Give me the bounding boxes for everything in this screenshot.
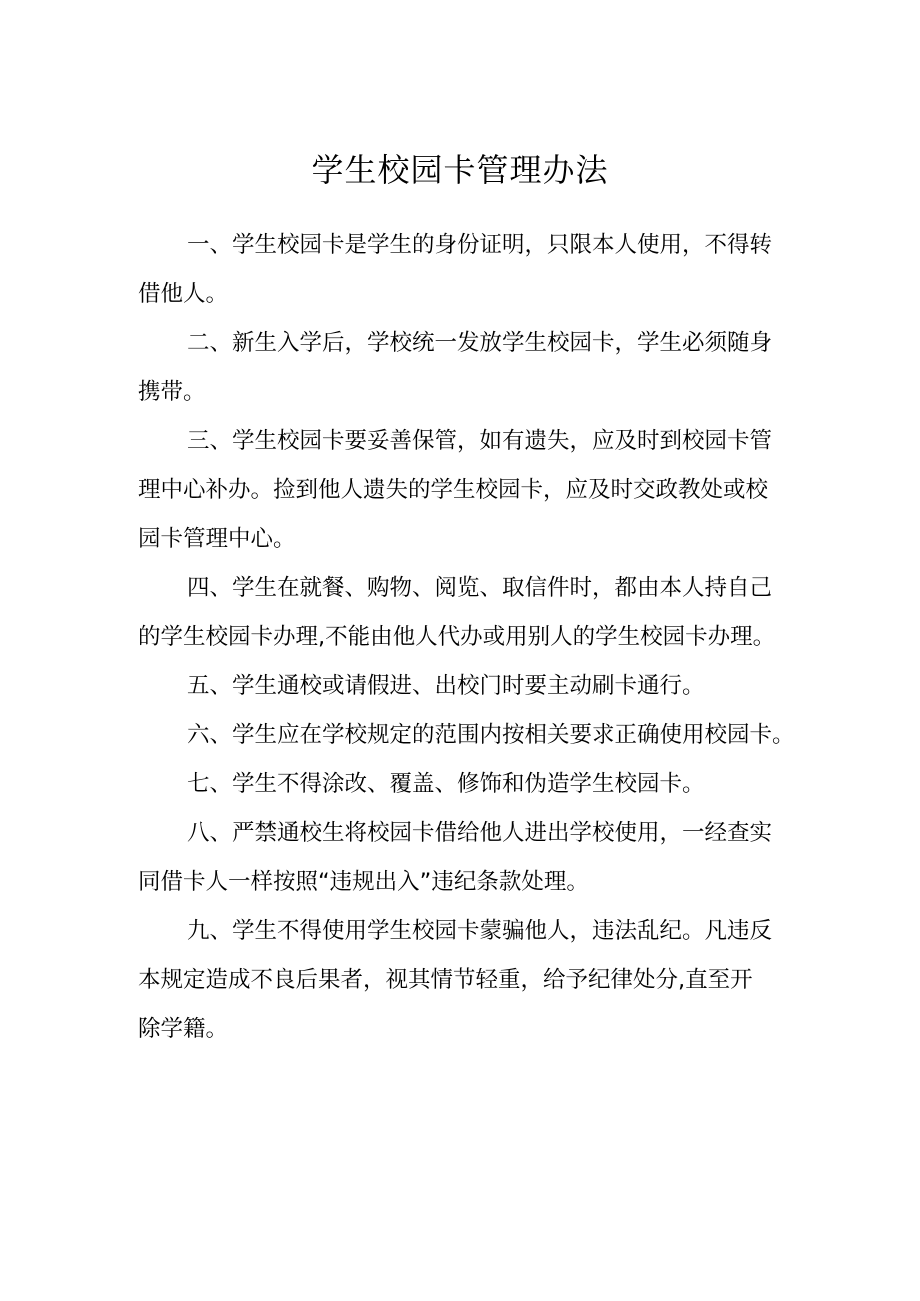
paragraph-line: 七、学生不得涂改、覆盖、修饰和伪造学生校园卡。 [187,771,705,797]
paragraph-line: 本规定造成不良后果者，视其情节轻重，给予纪律处分,直至开 [138,967,753,993]
paragraph-line: 除学籍。 [138,1016,229,1042]
paragraph-line: 园卡管理中心。 [138,526,296,552]
document-title: 学生校园卡管理办法 [311,151,609,189]
paragraph-7 [138,760,788,809]
paragraph-line: 理中心补办。捡到他人遗失的学生校园卡，应及时交政教处或校 [138,477,769,503]
paragraph-line: 八、严禁通校生将校园卡借给他人进出学校使用，一经查实 [187,820,773,846]
paragraph-6 [138,711,795,760]
paragraph-line: 的学生校园卡办理,不能由他人代办或用别人的学生校园卡办理。 [138,624,776,650]
paragraph-line: 携带。 [138,379,206,405]
paragraph-8 [138,809,788,907]
paragraph-4 [138,564,788,662]
paragraph-2 [138,319,788,417]
paragraph-line: 二、新生入学后，学校统一发放学生校园卡，学生必须随身 [187,330,773,356]
paragraph-line: 借他人。 [138,281,229,307]
paragraph-line: 同借卡人一样按照“违规出入”违纪条款处理。 [138,869,589,895]
paragraph-3 [138,417,788,564]
paragraph-line: 六、学生应在学校规定的范围内按相关要求正确使用校园卡。 [187,722,795,748]
paragraph-5 [138,662,788,711]
paragraph-1 [138,221,788,319]
paragraph-line: 四、学生在就餐、购物、阅览、取信件时，都由本人持自己 [187,575,773,601]
document-body [138,221,795,1054]
paragraph-line: 五、学生通校或请假进、出校门时要主动刷卡通行。 [187,673,705,699]
paragraph-9 [138,907,788,1054]
paragraph-line: 三、学生校园卡要妥善保管，如有遗失，应及时到校园卡管 [187,428,773,454]
paragraph-line: 一、学生校园卡是学生的身份证明，只限本人使用，不得转 [187,232,773,258]
paragraph-line: 九、学生不得使用学生校园卡蒙骗他人，违法乱纪。凡违反 [187,918,773,944]
